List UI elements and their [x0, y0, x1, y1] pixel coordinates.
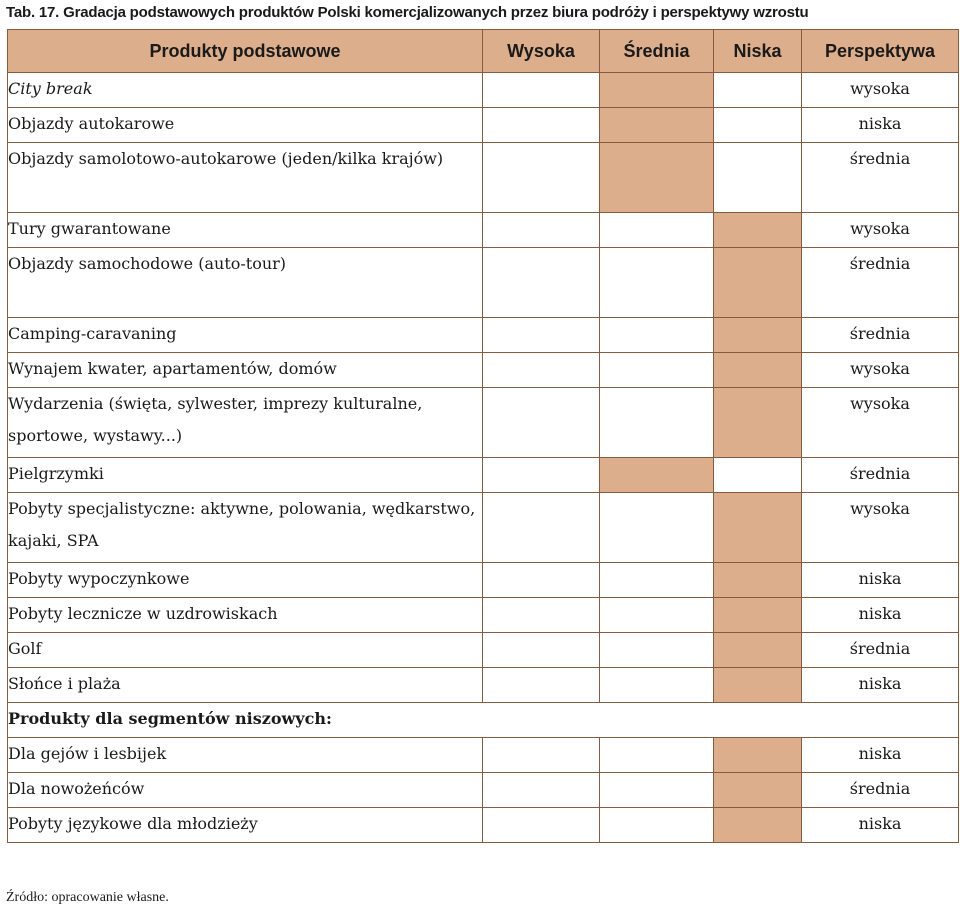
- products-table: [7, 29, 959, 843]
- product-name: Pobyty lecznicze w uzdrowiskach: [8, 598, 483, 633]
- product-name: Wydarzenia (święta, sylwester, imprezy kulturalne, sportowe, wystawy...): [8, 388, 483, 458]
- table-row: [8, 738, 959, 773]
- product-name: Pobyty wypoczynkowe: [8, 563, 483, 598]
- level-low-cell: [714, 353, 802, 388]
- perspective-value: niska: [802, 108, 959, 143]
- level-low-cell: [714, 248, 802, 318]
- product-name: Pobyty specjalistyczne: aktywne, polowania, wędkarstwo, kajaki, SPA: [8, 493, 483, 563]
- level-low-cell: [714, 738, 802, 773]
- level-high-cell: [483, 808, 600, 843]
- level-high-cell: [483, 668, 600, 703]
- perspective-value: niska: [802, 668, 959, 703]
- level-high-cell: [483, 143, 600, 213]
- product-name: Słońce i plaża: [8, 668, 483, 703]
- table-row: [8, 668, 959, 703]
- table-caption: Tab. 17. Gradacja podstawowych produktów Polski komercjalizowanych przez biura podróży i perspektywy wzrostu: [6, 4, 809, 21]
- level-medium-cell: [600, 563, 714, 598]
- product-name: Pobyty językowe dla młodzieży: [8, 808, 483, 843]
- product-name: Wynajem kwater, apartamentów, domów: [8, 353, 483, 388]
- level-high-cell: [483, 598, 600, 633]
- perspective-value: średnia: [802, 773, 959, 808]
- perspective-value: wysoka: [802, 388, 959, 458]
- level-medium-cell: [600, 668, 714, 703]
- level-high-cell: [483, 213, 600, 248]
- perspective-value: średnia: [802, 248, 959, 318]
- level-high-cell: [483, 353, 600, 388]
- level-low-cell: [714, 213, 802, 248]
- table-row: [8, 598, 959, 633]
- table-row: [8, 458, 959, 493]
- level-low-cell: [714, 493, 802, 563]
- level-medium-cell: [600, 633, 714, 668]
- product-name: Objazdy samochodowe (auto-tour): [8, 248, 483, 318]
- level-high-cell: [483, 388, 600, 458]
- perspective-value: niska: [802, 738, 959, 773]
- level-low-cell: [714, 318, 802, 353]
- perspective-value: średnia: [802, 318, 959, 353]
- product-name: Camping-caravaning: [8, 318, 483, 353]
- level-medium-cell: [600, 248, 714, 318]
- level-high-cell: [483, 773, 600, 808]
- perspective-value: wysoka: [802, 213, 959, 248]
- level-medium-cell: [600, 353, 714, 388]
- level-low-cell: [714, 563, 802, 598]
- level-low-cell: [714, 808, 802, 843]
- header-high: Wysoka: [483, 30, 600, 73]
- product-name: Dla nowożeńców: [8, 773, 483, 808]
- table-row: [8, 108, 959, 143]
- level-low-cell: [714, 773, 802, 808]
- perspective-value: wysoka: [802, 493, 959, 563]
- product-name: Tury gwarantowane: [8, 213, 483, 248]
- level-low-cell: [714, 458, 802, 493]
- level-low-cell: [714, 108, 802, 143]
- level-low-cell: [714, 143, 802, 213]
- product-name: Pielgrzymki: [8, 458, 483, 493]
- perspective-value: niska: [802, 563, 959, 598]
- level-medium-cell: [600, 213, 714, 248]
- product-name: City break: [8, 73, 483, 108]
- table-row: [8, 808, 959, 843]
- table-row: [8, 248, 959, 318]
- perspective-value: niska: [802, 808, 959, 843]
- level-medium-cell: [600, 388, 714, 458]
- level-high-cell: [483, 493, 600, 563]
- level-medium-cell: [600, 598, 714, 633]
- perspective-value: średnia: [802, 633, 959, 668]
- product-name: Golf: [8, 633, 483, 668]
- table-row: [8, 213, 959, 248]
- source-note: Źródło: opracowanie własne.: [6, 890, 169, 905]
- table-row: [8, 353, 959, 388]
- level-high-cell: [483, 738, 600, 773]
- level-medium-cell: [600, 318, 714, 353]
- level-high-cell: [483, 563, 600, 598]
- perspective-value: średnia: [802, 143, 959, 213]
- table-row: [8, 493, 959, 563]
- level-high-cell: [483, 633, 600, 668]
- level-high-cell: [483, 248, 600, 318]
- level-medium-cell: [600, 108, 714, 143]
- header-perspective: Perspektywa: [802, 30, 959, 73]
- level-high-cell: [483, 73, 600, 108]
- header-product: Produkty podstawowe: [8, 30, 483, 73]
- level-medium-cell: [600, 143, 714, 213]
- table-row: [8, 773, 959, 808]
- product-name: Dla gejów i lesbijek: [8, 738, 483, 773]
- perspective-value: średnia: [802, 458, 959, 493]
- table-row: [8, 388, 959, 458]
- table-row: [8, 633, 959, 668]
- product-name: Objazdy samolotowo-autokarowe (jeden/kilka krajów): [8, 143, 483, 213]
- table-row: [8, 318, 959, 353]
- level-high-cell: [483, 108, 600, 143]
- section-label: Produkty dla segmentów niszowych:: [8, 703, 959, 738]
- level-medium-cell: [600, 493, 714, 563]
- level-low-cell: [714, 633, 802, 668]
- perspective-value: niska: [802, 598, 959, 633]
- level-low-cell: [714, 598, 802, 633]
- level-medium-cell: [600, 738, 714, 773]
- header-row: [8, 30, 959, 73]
- table-row: [8, 143, 959, 213]
- perspective-value: wysoka: [802, 353, 959, 388]
- level-low-cell: [714, 668, 802, 703]
- header-medium: Średnia: [600, 30, 714, 73]
- level-medium-cell: [600, 773, 714, 808]
- table-row: [8, 73, 959, 108]
- level-low-cell: [714, 388, 802, 458]
- section-row: [8, 703, 959, 738]
- level-high-cell: [483, 318, 600, 353]
- level-low-cell: [714, 73, 802, 108]
- level-medium-cell: [600, 808, 714, 843]
- level-medium-cell: [600, 73, 714, 108]
- perspective-value: wysoka: [802, 73, 959, 108]
- table-row: [8, 563, 959, 598]
- level-medium-cell: [600, 458, 714, 493]
- product-name: Objazdy autokarowe: [8, 108, 483, 143]
- level-high-cell: [483, 458, 600, 493]
- header-low: Niska: [714, 30, 802, 73]
